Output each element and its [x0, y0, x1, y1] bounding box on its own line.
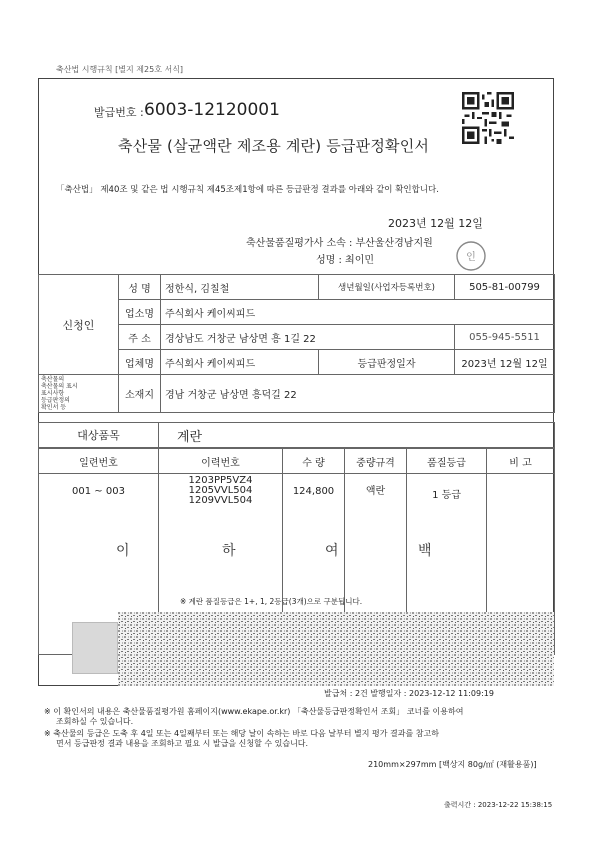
applicant-table	[38, 274, 555, 413]
trace-number: 1203PP5VZ4	[188, 475, 253, 486]
seal-text: 인	[466, 252, 476, 263]
trace-number: 1209VVL504	[188, 495, 253, 506]
certificate-statement: 「축산법」 제40조 및 같은 법 시행규칙 제45조제1항에 따른 등급판정 결과를 아래와 같이 확인합니다.	[56, 185, 439, 195]
watermark-char: 이	[116, 543, 130, 559]
watermark-char: 여	[325, 543, 339, 559]
header-quantity: 수 량	[283, 449, 345, 474]
bizno-value: 505-81-00799	[455, 275, 555, 300]
address-label: 주 소	[119, 325, 161, 350]
trace-number: 1205VVL504	[188, 485, 253, 496]
watermark-char: 하	[222, 543, 236, 559]
address-value: 경상남도 거창군 남상면 흥 1길 22	[161, 325, 455, 350]
product-label: 대상품목	[39, 423, 159, 448]
issue-number: 6003-12120001	[144, 100, 280, 120]
location-label: 소재지	[119, 375, 161, 413]
name-label: 성 명	[119, 275, 161, 300]
product-table	[38, 422, 555, 448]
product-value: 계란	[159, 423, 555, 448]
serial-cell: 001 ~ 003	[39, 474, 159, 655]
applicant-stamp-note: 축산물의 축산물의 표시 표시사항 등급판정의 확인서 등	[39, 375, 119, 413]
issue-date: 2023년 12월 12일	[388, 217, 483, 230]
official-seal	[455, 240, 487, 272]
certificate-title: 축산물 (살균액란 제조용 계란) 등급판정확인서	[118, 137, 430, 155]
grading-date-value: 2023년 12월 12일	[455, 350, 555, 375]
grade-cell: 1 등급	[407, 474, 487, 655]
company-value: 주식회사 케이씨피드	[161, 300, 555, 325]
location-value: 경남 거창군 남상면 흥덕길 22	[161, 375, 555, 413]
weight-cell: 액란	[345, 474, 407, 655]
company-label: 업소명	[119, 300, 161, 325]
footer-note-2: ※ 축산물의 등급은 도축 후 4일 또는 4일째부터 또는 해당 날이 속하는 바로 다음 날부터 별지 평가 결과를 참고하	[44, 729, 439, 738]
applicant-section-label: 신청인	[39, 275, 119, 375]
output-time: 출력시간 : 2023-12-22 15:38:15	[444, 801, 553, 809]
qr-code	[462, 90, 514, 146]
header-remark: 비 고	[487, 449, 555, 474]
evaluator-name: 성명 : 최이민	[316, 255, 375, 266]
stamp-image	[72, 622, 118, 674]
header-weight: 중량규격	[345, 449, 407, 474]
print-info: 발급처 : 2건 발행일자 : 2023-12-12 11:09:19	[324, 689, 494, 698]
phone-value: 055-945-5511	[455, 325, 555, 350]
grade-footnote: ※ 계란 품질등급은 1+, 1, 2등급(3개)으로 구분됩니다.	[180, 597, 363, 606]
paper-size: 210mm×297mm [백상지 80g/㎡ (재활용품)]	[368, 760, 537, 769]
bizno-label: 생년월일(사업자등록번호)	[319, 275, 455, 300]
evaluator-affiliation: 축산물품질평가사 소속 : 부산울산경남지원	[246, 238, 433, 249]
quantity-cell: 124,800	[283, 474, 345, 655]
form-reference: 축산법 시행규칙 [별지 제25호 서식]	[56, 65, 184, 74]
processor-label: 업체명	[119, 350, 161, 375]
header-grade: 품질등급	[407, 449, 487, 474]
security-pattern	[118, 612, 554, 686]
header-serial: 일련번호	[39, 449, 159, 474]
footer-note-2b: 면서 등급판정 결과 내용을 조회하고 필요 시 발급을 신청할 수 있습니다.	[56, 739, 309, 748]
name-value: 정한식, 김칠철	[161, 275, 319, 300]
grading-date-label: 등급판정일자	[319, 350, 455, 375]
footer-note-1b: 조회하실 수 있습니다.	[56, 717, 134, 726]
watermark-char: 백	[418, 543, 432, 559]
header-trace-number: 이력번호	[159, 449, 283, 474]
processor-value: 주식회사 케이씨피드	[161, 350, 319, 375]
footer-note-1: ※ 이 확인서의 내용은 축산물품질평가원 홈페이지(www.ekape.or.kr) 「축산물등급판정확인서 조회」 코너를 이용하여	[44, 707, 464, 716]
issue-number-label: 발급번호 :	[94, 106, 144, 119]
